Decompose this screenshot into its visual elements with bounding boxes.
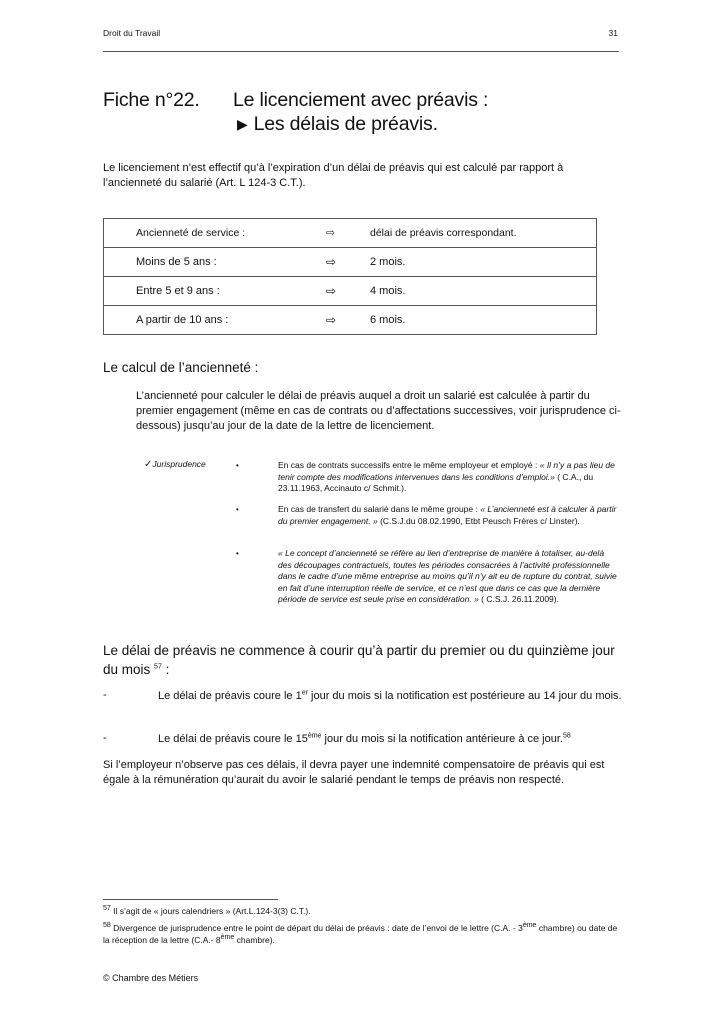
footnote-text: chambre). — [234, 934, 275, 945]
table-row — [104, 248, 597, 277]
superscript: ème — [522, 922, 537, 930]
jurisprudence-quote: « Il n’y a pas lieu de tenir compte des modifications intervenues dans les conditions d’emploi.» — [278, 460, 615, 482]
intro-paragraph: Le licenciement n’est effectif qu’à l’expiration d’un délai de préavis qui est calculé par rapport à l’ancienneté du salarié (Art. L 124-3 C.T.). — [103, 162, 564, 189]
delay-title-text: Le délai de préavis ne commence à courir qu’à partir du premier ou du quinzième jour du mois — [103, 643, 615, 677]
seniority-paragraph: L’ancienneté pour calculer le délai de préavis auquel a droit un salarié est calculée à partir du premier engagement (même en cas de contrats ou d’affectations successives, voir jurisprudence ci-dessous) jusqu’au jour de la date de la lettre de licenciement. — [136, 390, 621, 432]
table-header-seniority: Ancienneté de service : — [104, 219, 327, 248]
superscript: ème — [220, 933, 235, 941]
section-heading-delay — [103, 641, 623, 679]
list-item-text: Le délai de préavis coure le 15 — [158, 733, 308, 745]
arrow-right-icon: ⇨ — [326, 277, 370, 306]
jurisprudence-lead: En cas de contrats successifs entre le même employeur et employé : — [278, 460, 540, 470]
table-header-notice: délai de préavis correspondant. — [370, 219, 597, 248]
running-header-title: Droit du Travail — [103, 28, 161, 38]
delay-title-end: : — [161, 662, 170, 677]
list-item-text: jour du mois si la notification antérieure à ce jour. — [321, 733, 563, 745]
superscript: ème — [307, 732, 322, 740]
footnote-divider — [103, 899, 278, 900]
list-item — [158, 732, 624, 747]
table-cell-notice: 6 mois. — [370, 306, 597, 335]
list-item-text: jour du mois si la notification est postérieure au 14 jour du mois. — [307, 690, 622, 702]
jurisprudence-quote: « L’ancienneté est à calculer à partir du premier engagement. » — [278, 504, 617, 526]
list-item — [158, 689, 624, 704]
jurisprudence-ref: (C.S.J.du 08.02.1990, Etbt Peusch Frères c/ Linster). — [377, 515, 580, 526]
footnote-number: 57 — [103, 905, 111, 913]
footnote-ref: 58 — [562, 732, 571, 740]
triangle-right-icon: ▶ — [237, 116, 248, 132]
table-cell-notice: 4 mois. — [370, 277, 597, 306]
footnote-ref: 57 — [154, 663, 162, 671]
footnote-number: 58 — [103, 922, 111, 930]
footnote-58 — [103, 923, 623, 946]
jurisprudence-item — [278, 548, 620, 606]
footnote-57 — [103, 906, 623, 918]
jurisprudence-label — [144, 459, 206, 470]
table-header-row — [104, 219, 597, 248]
footnote-text: Il s’agit de « jours calendriers » (Art.L.124-3(3) C.T.). — [110, 906, 311, 916]
table-cell-notice: 2 mois. — [370, 248, 597, 277]
jurisprudence-lead: En cas de transfert du salarié dans le même groupe : — [278, 504, 481, 514]
table-cell-seniority: A partir de 10 ans : — [104, 306, 327, 335]
table-cell-seniority: Moins de 5 ans : — [104, 248, 327, 277]
sheet-number: Fiche n°22. — [103, 89, 200, 111]
subtitle-text: Les délais de préavis. — [253, 113, 438, 135]
footnote-text: Divergence de jurisprudence entre le point de départ du délai de préavis : date de l’envoi de le lettre (C.A. - 3 — [110, 923, 523, 933]
arrow-right-icon: ⇨ — [326, 306, 370, 335]
superscript: er — [301, 689, 308, 697]
jurisprudence-quote: « Le concept d’ancienneté se réfère au lien d’entreprise de manière à totaliser, au-delà des découpages contractuels, toutes les périodes consacrées à l’activité professionnelle dans le cadre d’une même entreprise au moins qu’il n’y ait eu de rupture du contrat, suivie en fait d’une interruption réelle de service, et ce n’est que dans ce cas que la dernière période de service est seule prise en considération. » — [278, 548, 617, 604]
page-subtitle — [237, 112, 438, 137]
dash-marker: - — [103, 689, 107, 701]
table-cell-seniority: Entre 5 et 9 ans : — [104, 277, 327, 306]
jurisprudence-ref: ( C.A., du 23.11.1963, Accinauto c/ Schmit.). — [278, 471, 594, 493]
closing-paragraph: Si l’employeur n’observe pas ces délais, il devra payer une indemnité compensatoire de préavis qui est égale à la rémunération qu’aurait du avoir le salarié pendant le temps de préavis non respecté. — [103, 759, 605, 786]
page-number: 31 — [608, 28, 618, 38]
dash-marker: - — [103, 732, 107, 744]
jurisprudence-item — [278, 504, 620, 527]
arrow-right-icon: ⇨ — [326, 248, 370, 277]
footnote-text: chambre) ou date de la réception de la lettre (C.A.- 8 — [103, 923, 618, 945]
table-row — [104, 277, 597, 306]
bullet-icon: • — [236, 461, 239, 470]
list-item-text: Le délai de préavis coure le 1 — [158, 690, 302, 702]
jurisprudence-item — [278, 460, 620, 495]
header-divider — [103, 51, 619, 52]
checkmark-icon: ✓ — [144, 459, 153, 470]
section-heading-seniority: Le calcul de l’ancienneté : — [103, 360, 259, 375]
bullet-icon: • — [236, 549, 239, 558]
arrow-right-icon: ⇨ — [326, 219, 370, 248]
page-title: Le licenciement avec préavis : — [233, 89, 489, 111]
page-footer: © Chambre des Métiers — [103, 973, 199, 983]
notice-period-table — [103, 218, 597, 335]
jurisprudence-ref: ( C.S.J. 26.11.2009). — [478, 594, 559, 604]
bullet-icon: • — [236, 505, 239, 514]
jurisprudence-title: Jurisprudence — [152, 459, 206, 469]
table-row — [104, 306, 597, 335]
